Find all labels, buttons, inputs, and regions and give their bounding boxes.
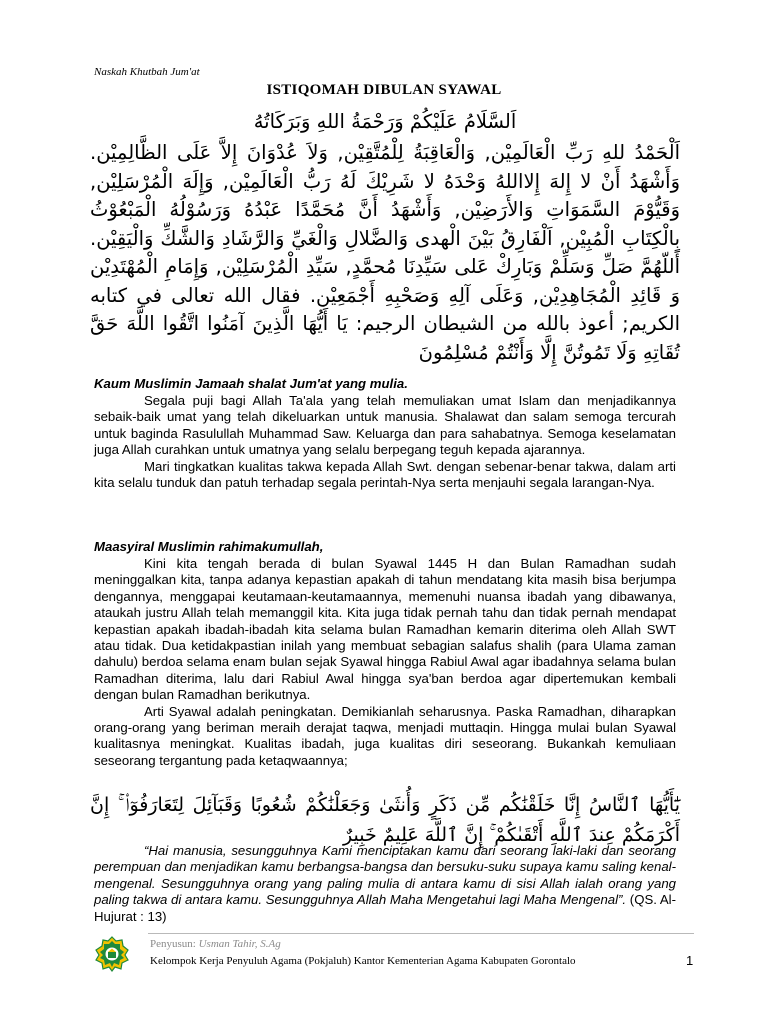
section-heading-2: Maasyiral Muslimin rahimakumullah, [94,539,324,554]
translation-text: “Hai manusia, sesungguhnya Kami menciptakan kamu dari seorang laki-laki dan seorang perempuan dan menjadikan kamu berbangsa-bangsa dan bersuku-suku supaya kamu saling kenal-mengenal. Sesungguhnya orang yang paling mulia di antara kamu di sisi Allah ialah orang yang paling takwa di antara kamu. Sesungguhnya Allah Maha Mengetahui lagi Maha Mengenal”. [94,843,676,908]
footer-divider [148,933,694,934]
quran-verse-arabic: يَٰٓأَيُّهَا ٱلنَّاسُ إِنَّا خَلَقْنَٰكُم مِّن ذَكَرٍ وَأُنثَىٰ وَجَعَلْنَٰكُمْ شُعُوبًا وَقَبَآئِلَ لِتَعَارَفُوٓا۟ ۚ إِنَّ أَكْرَمَكُمْ عِندَ ٱللَّهِ أَتْقَىٰكُمْ ۚ إِنَّ ٱللَّهَ عَلِيمٌ خَبِيرٌ [90,794,680,846]
footer-organization: Kelompok Kerja Penyuluh Agama (Pokjaluh) Kantor Kementerian Agama Kabupaten Gorontalo [150,955,576,967]
paragraph: Arti Syawal adalah peningkatan. Demikianlah seharusnya. Paska Ramadhan, diharapkan orang-orang yang beriman meraih derajat taqwa, menjadi muttaqin. Hingga mulai bulan Syawal kualitasnya meningkat. Kualitas ibadah, juga kualitas diri seseorang. Bukankah kemuliaan seseorang tergantung pada ketaqwaannya; [94,703,676,768]
author-name: Usman Tahir, S.Ag [198,938,281,950]
section-body-2 [94,556,676,769]
paragraph: Kini kita tengah berada di bulan Syawal 1445 H dan Bulan Ramadhan sudah meninggalkan kita, tanpa adanya kepastian apakah di tahun mendatang kita masih bisa berjumpa dengannya, menggapai keutamaan-keutamaannya, memenuhi nuansa ibadah yang dibawanya, ataukah justru Allah telah memanggil kita. Kita juga tidak pernah tahu dan tidak pernah mendapat kepastian apakah ibadah-ibadah kita selama bulan Ramadhan kemarin diterima oleh Allah SWT atau tidak. Dua ketidakpastian inilah yang membuat sebagian salafus shalih (para Ulama zaman dahulu) berdoa selama enam bulan sejak Syawal hingga Rabiul Awal agar ibadahnya selama bulan Ramadhan diterima, lalu dari Rabiul Awal hingga sya'ban berdoa agar dipertemukan kembali dengan bulan Ramadhan berikutnya. [94,556,676,703]
running-header: Naskah Khutbah Jum'at [94,66,200,78]
verse-reference: (QS. Al-Hujurat : 13) [94,892,677,924]
footer-author [150,938,281,950]
section-body-1 [94,393,676,491]
page-title: ISTIQOMAH DIBULAN SYAWAL [266,82,502,98]
arabic-opening: اَلْحَمْدُ للهِ رَبِّ الْعَالَمِيْن, وَالْعَاقِبَةُ لِلْمُتَّقِيْن, وَلاَ عُدْوَانَ إِلاَّ عَلَى الظَّالِمِيْن. وَأَشْهَدُ أَنْ لا إِلهَ إِلااللهُ وَحْدَهُ لا شَرِيْكَ لَهُ رَبُّ الْعَالَمِيْن, وَإِلَهَ الْمُرْسَلِيْن, وَقَيُّوْمَ السَّمَوَاتِ وَالأَرَضِيْن, وَأَشْهَدُ أَنَّ مُحَمَّدًا عَبْدُهُ وَرَسُوْلُهُ الْمَبْعُوْثُ بِالْكِتَابِ الْمُبِيْن, اَلْفَارِقُ بَيْنَ الْهدى وَالضَّلالِ وَالْغَيِّ وَالرَّشَادِ وَالشَّكِّ وَالْيَقِيْن. أَللّهُمَّ صَلِّ وَسَلِّمْ وَبَارِكْ عَلى سَيِّدِنَا مُحمَّدٍ, سَيِّدِ الْمُرْسَلِيْن, وَإِمَامِ الْمُهْتَدِيْن وَ قَائِدِ الْمُجَاهِدِيْن, وَعَلَى آلِهِ وَصَحْبِهِ أَجْمَعِيْن. فقال الله تعالى في كتابه الكريم; أعوذ بالله من الشيطان الرجيم: يَا أَيُّهَا الَّذِينَ آمَنُوا اتَّقُوا اللَّهَ حَقَّ تُقَاتِهِ وَلَا تَمُوتُنَّ إِلَّا وَأَنْتُمْ مُسْلِمُونَ [90,141,680,364]
author-label: Penyusun: [150,938,199,950]
arabic-salam: اَلسَّلَامُ عَلَيْكُمْ وَرَحْمَةُ اللهِ وَبَرَكَاتُهُ [253,110,517,133]
kemenag-emblem-icon [94,936,130,972]
page-number: 1 [686,953,694,968]
section-heading-1: Kaum Muslimin Jamaah shalat Jum'at yang mulia. [94,376,408,391]
paragraph: Segala puji bagi Allah Ta'ala yang telah memuliakan umat Islam dan menjadikannya sebaik-baik umat yang telah dikeluarkan untuk manusia. Shalawat dan salam semoga tercurah untuk baginda Rasulullah Muhammad Saw. Keluarga dan para sahabatnya. Semoga keselamatan juga Allah curahkan untuk umatnya yang selalu berpegang teguh kepada ajarannya. [94,393,676,458]
paragraph: Mari tingkatkan kualitas takwa kepada Allah Swt. dengan sebenar-benar takwa, dalam arti kita selalu tunduk dan patuh terhadap segala perintah-Nya serta menjauhi segala larangan-Nya. [94,458,676,491]
verse-translation [94,843,676,925]
